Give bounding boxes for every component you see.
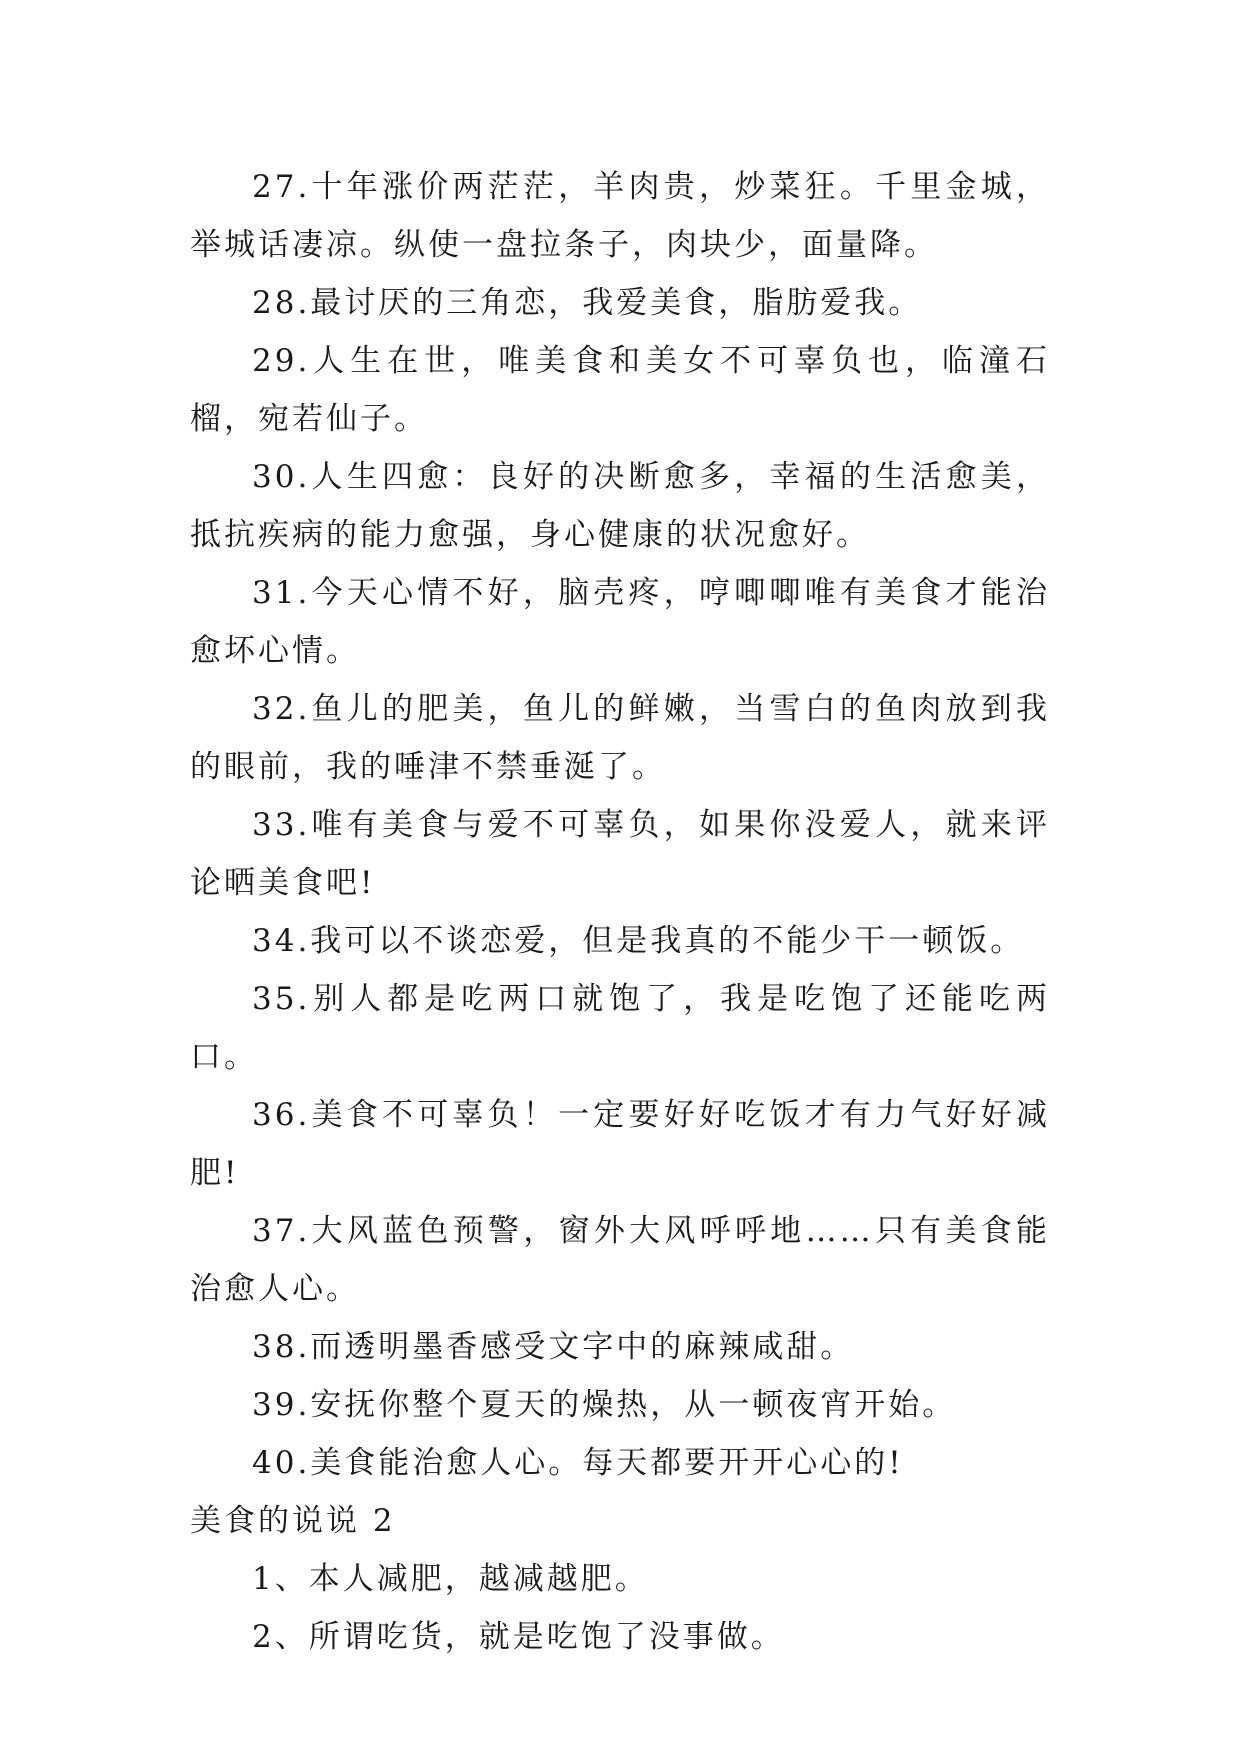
list-item: 1、本人减肥，越减越肥。: [252, 1561, 649, 1597]
list-item: 29.人生在世，唯美食和美女不可辜负也，临潼石榴，宛若仙子。: [190, 343, 1050, 437]
list-item: 27.十年涨价两茫茫，羊肉贵，炒菜狂。千里金城，举城话凄凉。纵使一盘拉条子，肉块少，面量降。: [190, 169, 1050, 263]
section-heading: 美食的说说 2: [190, 1503, 396, 1539]
list-item: 35.别人都是吃两口就饱了，我是吃饱了还能吃两口。: [190, 981, 1050, 1075]
list-item: 32.鱼儿的肥美，鱼儿的鲜嫩，当雪白的鱼肉放到我的眼前，我的唾津不禁垂涎了。: [190, 691, 1050, 785]
list-item: 28.最讨厌的三角恋，我爱美食，脂肪爱我。: [252, 285, 923, 321]
list-item: 36.美食不可辜负！一定要好好吃饭才有力气好好减肥!: [190, 1097, 1050, 1191]
list-item: 37.大风蓝色预警，窗外大风呼呼地……只有美食能治愈人心。: [190, 1213, 1050, 1307]
list-item: 39.安抚你整个夏天的燥热，从一顿夜宵开始。: [252, 1387, 957, 1423]
list-item: 33.唯有美食与爱不可辜负，如果你没爱人，就来评论晒美食吧!: [190, 807, 1050, 901]
list-item: 31.今天心情不好，脑壳疼，哼唧唧唯有美食才能治愈坏心情。: [190, 575, 1050, 669]
list-item: 38.而透明墨香感受文字中的麻辣咸甜。: [252, 1329, 855, 1365]
list-item: 2、所谓吃货，就是吃饱了没事做。: [252, 1619, 785, 1655]
list-item: 34.我可以不谈恋爱，但是我真的不能少干一顿饭。: [252, 923, 1025, 959]
list-item: 30.人生四愈：良好的决断愈多，幸福的生活愈美，抵抗疾病的能力愈强，身心健康的状况愈好。: [190, 459, 1050, 553]
document-body: [190, 158, 1050, 1666]
list-item: 40.美食能治愈人心。每天都要开开心心的!: [252, 1445, 904, 1481]
